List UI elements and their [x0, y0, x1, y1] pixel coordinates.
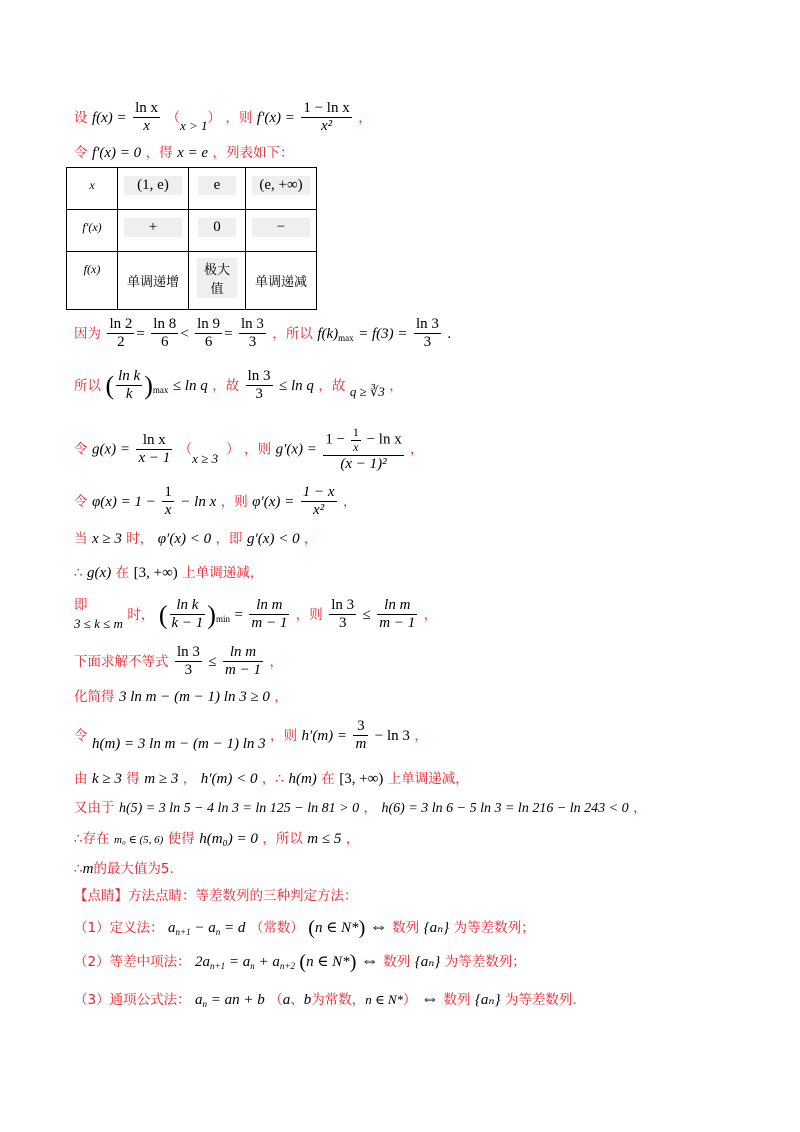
line-14: 又由于 h(5) = 3 ln 5 − 4 ln 3 = ln 125 − ln 81 > 0 ， h(6) = 3 ln 6 − 5 ln 3 = ln 216 − ln 243 < 0 ， [74, 800, 647, 816]
line-17: 【点睛】方法点睛：等差数列的三种判定方法： [74, 888, 358, 904]
text: ，则 [225, 109, 253, 126]
monotonicity-table [66, 167, 317, 310]
table-cell: + [118, 210, 189, 252]
line-11: 化简得 3 ln m − (m − 1) ln 3 ≥ 0 ， [74, 689, 288, 705]
table-cell: 单调递增 [118, 252, 189, 310]
line-6: 令 φ(x) = 1 − $\frac{1}{x}$ − ln x ，则 φ′(x) = $\frac{1 - x}{\text{x²}}$ ， [74, 484, 357, 519]
line-13: 由 k ≥ 3 得 m ≥ 3 ， h′(m) < 0 ，∴ h(m) 在 [3, +∞) 上单调递减， [74, 771, 469, 787]
line-19: （2）等差中项法： $2a_{n+1} = a_n + a_{n+2}$ (n ∈ N*) ⇔ 数列 {aₙ} 为等差数列； [74, 950, 526, 973]
text: 令 [74, 145, 88, 161]
text: 设 [74, 109, 88, 126]
fraction: $\frac{\text{ln x}}{x}$ [135, 100, 159, 135]
line-4: 所以 ( $\frac{\text{ln k}}{k}$ )$_{max} \le \ln q$ ，故 $\frac{\ln 3}{3}$ ≤ ln q ，故 q ≥ ∛3 ， [74, 368, 403, 403]
table-cell: e [189, 168, 246, 210]
math: f(x) = [91, 109, 127, 126]
table-cell: 单调递减 [246, 252, 317, 310]
table-cell: (1, e) [118, 168, 189, 210]
math: f′(x) = [256, 109, 295, 126]
math: x = e [177, 145, 209, 161]
text: ，得 [145, 145, 173, 161]
line-10: 下面求解不等式 $\frac{\ln 3}{3}$ ≤ $\frac{\text{ln m}}{m - 1}$ ， [74, 644, 283, 679]
text: ，列表如下： [212, 145, 294, 161]
line-5: 令 g(x) = $\frac{\text{ln x}}{x - 1}$ （x ≥ 3） ，则 g′(x) = 1 − $\frac{1}{x}$ − ln x (x − 1)² ， [74, 425, 424, 472]
table-cell: (e, +∞) [246, 168, 317, 210]
math: f′(x) = 0 [91, 145, 142, 161]
fraction: $\frac{\text{1 − ln x}}{\text{x²}}$ [303, 100, 350, 135]
table-cell: f(x) [67, 252, 118, 310]
line-8: ∴ g(x) 在 [3, +∞) 上单调递减， [74, 565, 264, 581]
line-15: ∴存在 m₀ ∈ (5, 6) 使得 h(m₀) = 0 ，所以 m ≤ 5 ， [74, 831, 360, 847]
table-cell: f′(x) [67, 210, 118, 252]
line-9: 即 3 ≤ k ≤ m 时， ( $\frac{\text{ln k}}{k - 1}$ )$_{min}$ = $\frac{\text{ln m}}{m - 1}$ ，则 $\frac{\ln 3}{3}$ ≤ $\frac{\text{ln m}}{m - 1}$ ， [74, 597, 438, 632]
line-12: 令 h(m) = 3 ln m − (m − 1) ln 3 ，则 h′(m) = $\frac{3}{m}$ − ln 3 ， [74, 718, 428, 753]
line-20: （3）通项公式法： $a_n$ = an + b （a、b为常数，n ∈ N*） ⇔ 数列 {aₙ} 为等差数列. [74, 988, 577, 1009]
table-cell: − [246, 210, 317, 252]
line-1: 设 f(x) = $\frac{\text{ln x}}{x}$ （x > 1） ，则 f′(x) = $\frac{\text{1 − ln x}}{\text{x²}}$ ， [74, 100, 372, 135]
condition: x > 1 [179, 117, 208, 133]
table-cell: x [67, 168, 118, 210]
line-3: 因为 $\frac{\ln 2}{2}$ = $\frac{\ln 8}{6}$ < $\frac{\ln 9}{6}$ = $\frac{\ln 3}{3}$ ，所以 $f(k)_{max} = f(3)$ = $\frac{\ln 3}{3}$ . [74, 316, 452, 351]
line-2 [74, 144, 293, 162]
table-cell: 极大值 [189, 252, 246, 310]
line-18: （1）定义法： $a_{n+1} - a_n = d$ （常数） (n ∈ N*) ⇔ 数列 {aₙ} 为等差数列； [74, 916, 535, 939]
line-7: 当 x ≥ 3 时， φ′(x) < 0 ，即 g′(x) < 0 ， [74, 531, 318, 547]
line-16: ∴m的最大值为5. [74, 861, 174, 877]
table-cell: 0 [189, 210, 246, 252]
text: ， [358, 109, 372, 126]
